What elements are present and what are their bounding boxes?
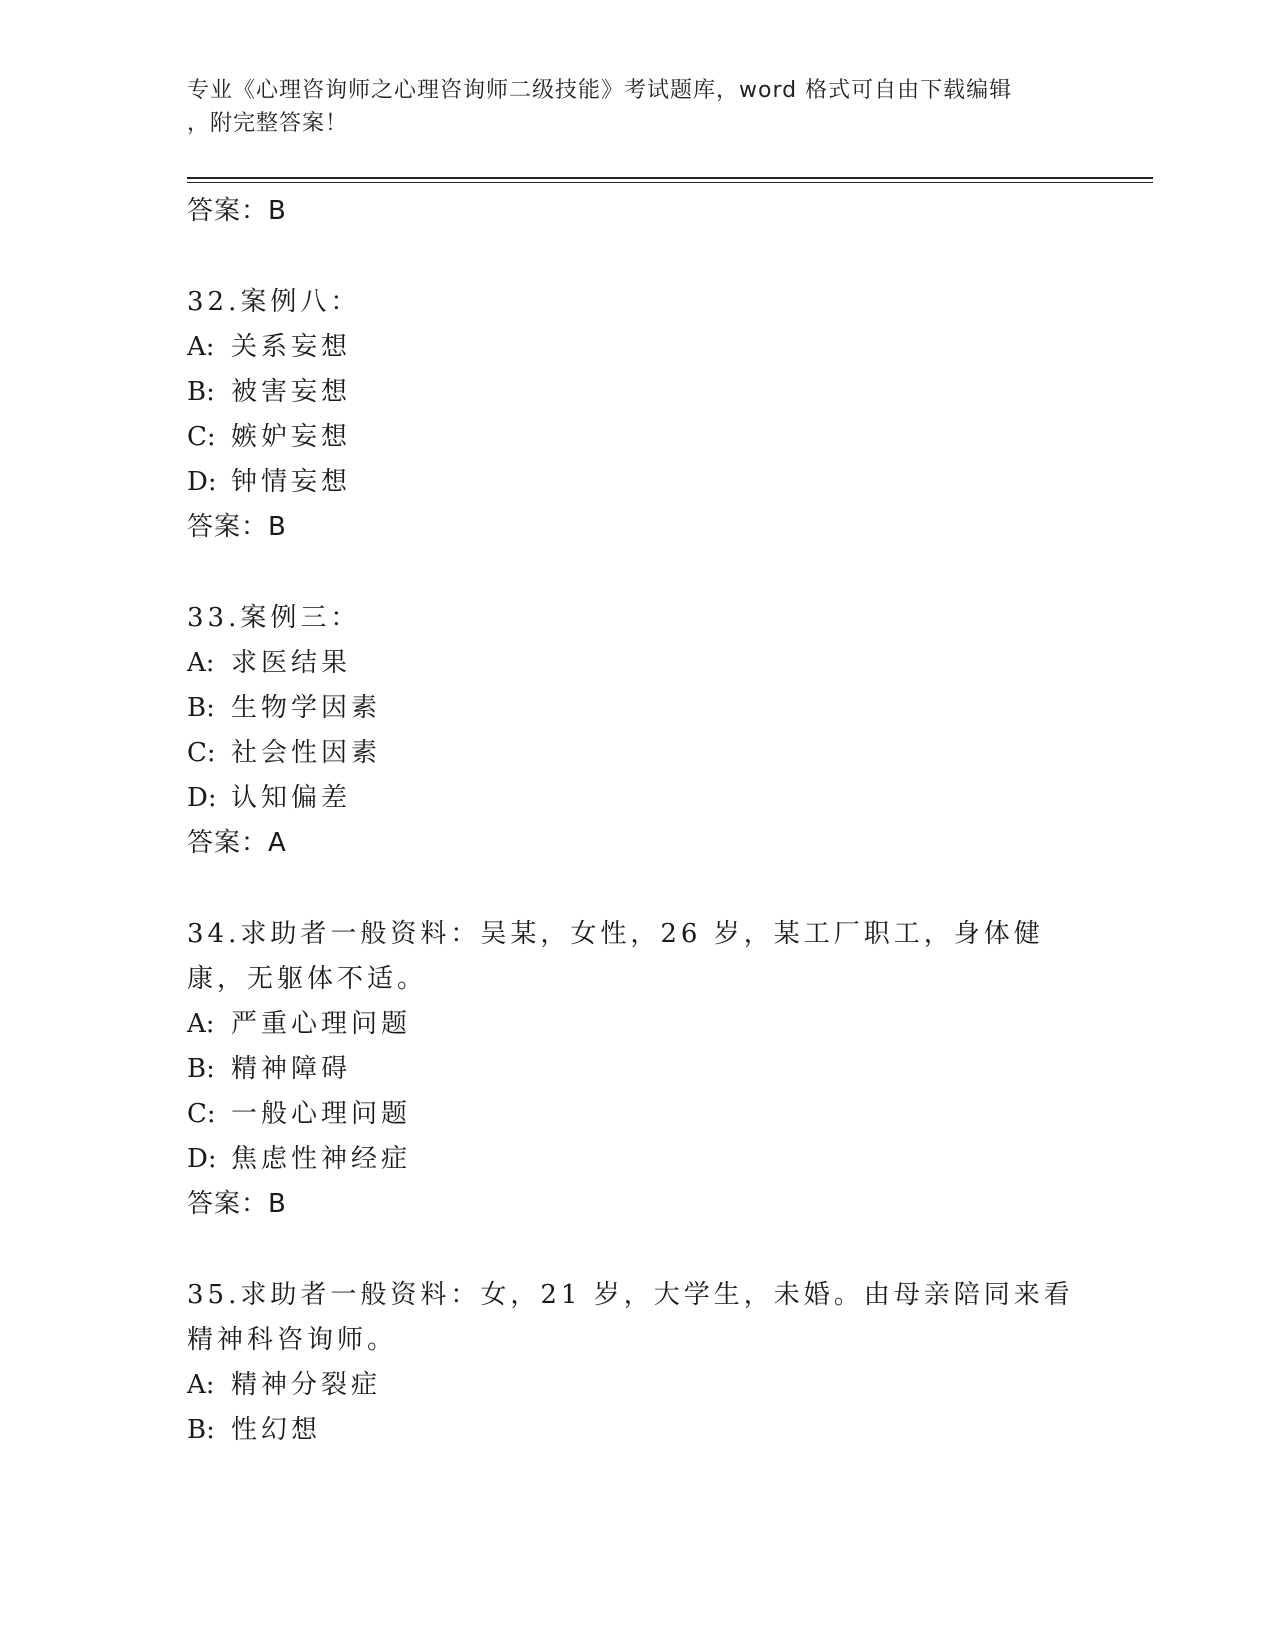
option-letter: D: — [187, 783, 217, 813]
option-text: 求医结果 — [231, 648, 352, 678]
spacer — [187, 1227, 1087, 1273]
option-text: 关系妄想 — [231, 332, 352, 362]
option-text: 性幻想 — [231, 1415, 322, 1445]
option-letter: A: — [187, 1370, 215, 1400]
question-stem: 34.求助者一般资料：吴某，女性，26 岁，某工厂职工，身体健康，无躯体不适。 — [187, 919, 1044, 994]
document-header — [187, 74, 1067, 140]
question-item — [187, 1273, 1087, 1453]
option-text: 认知偏差 — [231, 783, 352, 813]
option-letter: A: — [187, 1009, 215, 1039]
option-letter: C: — [187, 1099, 216, 1129]
answer-line: 答案：B — [187, 1189, 287, 1219]
option-letter: D: — [187, 467, 217, 497]
question-item — [187, 280, 1087, 550]
option-b — [187, 686, 1087, 731]
option-c — [187, 731, 1087, 776]
question-item — [187, 912, 1087, 1227]
option-text: 钟情妄想 — [231, 467, 352, 497]
option-d — [187, 776, 1087, 821]
option-text: 一般心理问题 — [231, 1099, 412, 1129]
option-text: 社会性因素 — [231, 738, 382, 768]
header-line-2: ，附完整答案！ — [187, 111, 349, 136]
question-stem: 33.案例三： — [187, 603, 361, 633]
answer-line: 答案：B — [187, 196, 287, 226]
option-text: 嫉妒妄想 — [231, 422, 352, 452]
option-letter: D: — [187, 1144, 217, 1174]
option-c — [187, 1092, 1087, 1137]
option-text: 严重心理问题 — [231, 1009, 412, 1039]
option-text: 被害妄想 — [231, 377, 352, 407]
option-letter: B: — [187, 1054, 215, 1084]
option-letter: C: — [187, 738, 216, 768]
option-a — [187, 1002, 1087, 1047]
option-b — [187, 1408, 1087, 1453]
option-letter: A: — [187, 648, 215, 678]
option-letter: C: — [187, 422, 216, 452]
header-rule-thin — [187, 182, 1153, 183]
option-b — [187, 1047, 1087, 1092]
question-list — [187, 189, 1087, 1453]
header-line-1: 专业《心理咨询师之心理咨询师二级技能》考试题库，word 格式可自由下载编辑 — [187, 78, 1013, 103]
spacer — [187, 866, 1087, 912]
option-letter: B: — [187, 377, 215, 407]
spacer — [187, 234, 1087, 280]
option-a — [187, 641, 1087, 686]
option-text: 生物学因素 — [231, 693, 382, 723]
spacer — [187, 550, 1087, 596]
option-a — [187, 325, 1087, 370]
header-rule-thick — [187, 177, 1153, 179]
option-d — [187, 460, 1087, 505]
option-c — [187, 415, 1087, 460]
option-d — [187, 1137, 1087, 1182]
question-item — [187, 596, 1087, 866]
question-stem: 35.求助者一般资料：女，21 岁，大学生，未婚。由母亲陪同来看精神科咨询师。 — [187, 1280, 1074, 1355]
option-letter: B: — [187, 693, 215, 723]
option-b — [187, 370, 1087, 415]
option-text: 精神障碍 — [231, 1054, 352, 1084]
option-text: 精神分裂症 — [231, 1370, 382, 1400]
option-letter: A: — [187, 332, 215, 362]
answer-line: 答案：B — [187, 512, 287, 542]
option-letter: B: — [187, 1415, 215, 1445]
question-stem: 32.案例八： — [187, 287, 361, 317]
option-text: 焦虑性神经症 — [231, 1144, 412, 1174]
answer-line: 答案：A — [187, 828, 287, 858]
option-a — [187, 1363, 1087, 1408]
